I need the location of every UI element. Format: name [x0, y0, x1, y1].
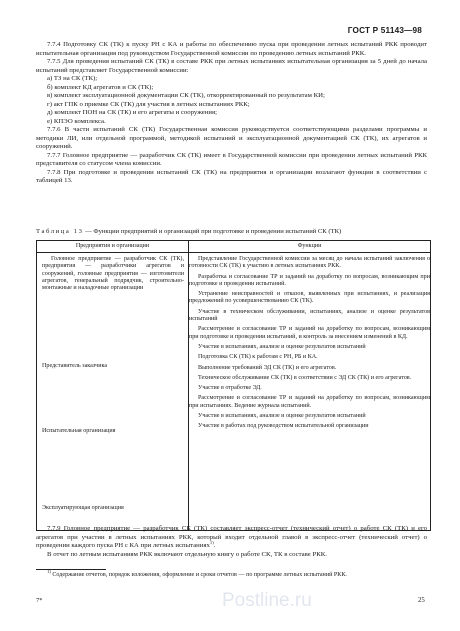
org-test-organization: Испытательная организация	[42, 428, 116, 434]
paragraph-7-7-10: В отчет по летным испытаниям РКК включают отдельную книгу о работе СК, ТК в составе РКК.	[47, 550, 327, 558]
table-number: Таблица 13	[36, 228, 84, 235]
functions-cell	[189, 253, 431, 531]
function-item: Техническое обслуживание СК (ТК) в соответствии с ЭД СК (ТК) и его агрегатов.	[198, 374, 412, 381]
paragraph-7-7-9-text: 7.7.9 Головное предприятие — разработчик СК (ТК) составляет экспресс-отчет (технический отчет) о работе СК (ТК) и его агрегатов при участии в летных испытаниях РКК, который входит отдельной главой в экспресс-отчет (технический отчет) о проведении каждого пуска РН с КА при летных испытаниях	[36, 525, 427, 549]
footnote-reference: 1)	[209, 539, 214, 545]
function-item: Участие в работах под руководством испытательной организации	[198, 423, 369, 430]
function-item: Участие в испытаниях, анализе и оценке результатов испытаний	[198, 343, 366, 350]
function-item: Участие в испытаниях, анализе и оценке результатов испытаний	[198, 413, 366, 420]
org-customer-representative: Представитель заказчика	[42, 363, 108, 369]
function-item: Участие в отработке ЭД.	[198, 385, 262, 392]
paragraph-7-7-9-end: .	[213, 542, 216, 549]
paragraph-7-7-4: 7.7.4 Подготовку СК (ТК) к пуску РН с КА и работы по обеспечению пуска при проведении летных испытаний РКК проводит испытательная организация под руководством Государственной комиссии по проведению летных испытаний РКК.	[36, 41, 427, 57]
function-item: Разработка и согласование ТР и заданий на доработку по вопросам, возникающим при подготовке и проведении испытаний.	[189, 273, 430, 287]
paragraph-7-7-8: 7.7.8 При подготовке и проведении испытаний СК (ТК) на предприятия и организации возлагают функции в соответствии с таблицей 13.	[36, 168, 427, 184]
post-table-text	[36, 525, 427, 559]
org-lead-developer: Головное предприятие — разработчик СК (ТК), предприятия — разработчики агрегатов и сооружений, головные предприятия — изготовители агрегатов, генеральный подрядчик, строительно-монтажные и наладочные организации	[42, 256, 184, 292]
table-row	[37, 253, 431, 531]
list-item: е) КПЭО комплекса.	[47, 117, 106, 125]
footnote-text: Содержание отчетов, порядок изложения, оформление и сроки отчетов — по программе летных испытаний РКК.	[50, 572, 347, 579]
sheet-mark: 7*	[36, 597, 43, 604]
function-item: Подготовка СК (ТК) к работам с РН, РБ и КА.	[198, 354, 318, 361]
function-item: Рассмотрение и согласование ТР и заданий на доработку по вопросам, возникающим при испытаниях. Ведение журнала испытаний.	[189, 395, 430, 409]
org-operating-organization: Эксплуатирующая организация	[42, 505, 124, 511]
function-item: Участие в техническом обслуживании, испытаниях, анализе и оценке результатов испытаний	[189, 308, 430, 323]
function-item: Представление Государственной комиссии за месяц до начала испытаний заключения о готовности СК (ТК) к участию в летных испытаниях РКК.	[189, 256, 430, 270]
table-header-row	[37, 241, 431, 253]
list-item: б) комплект КД агрегатов и СК (ТК);	[47, 83, 154, 91]
table-title: — Функции предприятий и организаций при подготовке и проведении испытаний СК (ТК)	[83, 228, 342, 235]
paragraph-7-7-6: 7.7.6 В части испытаний СК (ТК) Государственная комиссия руководствуется соответствующими разделами программы и методики ЛИ, или отдельной программой, методикой испытаний и эксплуатационной документацией СК (ТК), их агрегатов и сооружений.	[36, 126, 427, 150]
column-header-organizations: Предприятия и организации	[37, 241, 189, 253]
table-caption	[36, 228, 431, 236]
standard-code: ГОСТ Р 51143—98	[347, 26, 422, 35]
watermark: Postline.ru	[222, 590, 312, 611]
footnote-mark: 1)	[47, 569, 51, 574]
organizations-cell	[37, 253, 189, 531]
functions-table	[36, 240, 431, 531]
page-header	[0, 0, 460, 35]
body-text	[36, 41, 427, 186]
paragraph-7-7-5: 7.7.5 Для проведения испытаний СК (ТК) в составе РКК при летных испытаниях испытательная организация за 5 дней до начала испытаний представляет Государственной комиссии:	[36, 58, 427, 74]
function-item: Устранение неисправностей и отказов, выявленных при испытаниях, и реализация предложений по усовершенствованию СК (ТК).	[189, 291, 430, 305]
list-item: в) комплект эксплуатационной документации СК (ТК), откорректированный по результатам КИ;	[47, 92, 325, 99]
list-item: г) акт ГПК о приемке СК (ТК) для участия в летных испытаниях РКК;	[47, 100, 250, 108]
paragraph-7-7-9	[36, 525, 427, 551]
list-item: а) ТЗ на СК (ТК);	[47, 75, 98, 82]
function-item: Рассмотрение и согласование ТР и заданий на доработку по вопросам, возникающим при подготовке и проведении испытаний, и контроль за внесением изменений в КД.	[189, 326, 430, 340]
column-header-functions: Функции	[189, 241, 431, 253]
footnote	[36, 569, 427, 580]
list-item: д) комплект ПОН на СК (ТК) и его агрегаты и сооружения;	[47, 109, 217, 116]
page-number: 25	[418, 597, 425, 604]
paragraph-7-7-7: 7.7.7 Головное предприятие — разработчик СК (ТК) имеет в Государственной комиссии при проведении летных испытаний РКК представителя со статусом члена комиссии.	[36, 151, 427, 167]
function-item: Выполнение требований ЭД СК (ТК) и его агрегатов.	[198, 364, 337, 371]
